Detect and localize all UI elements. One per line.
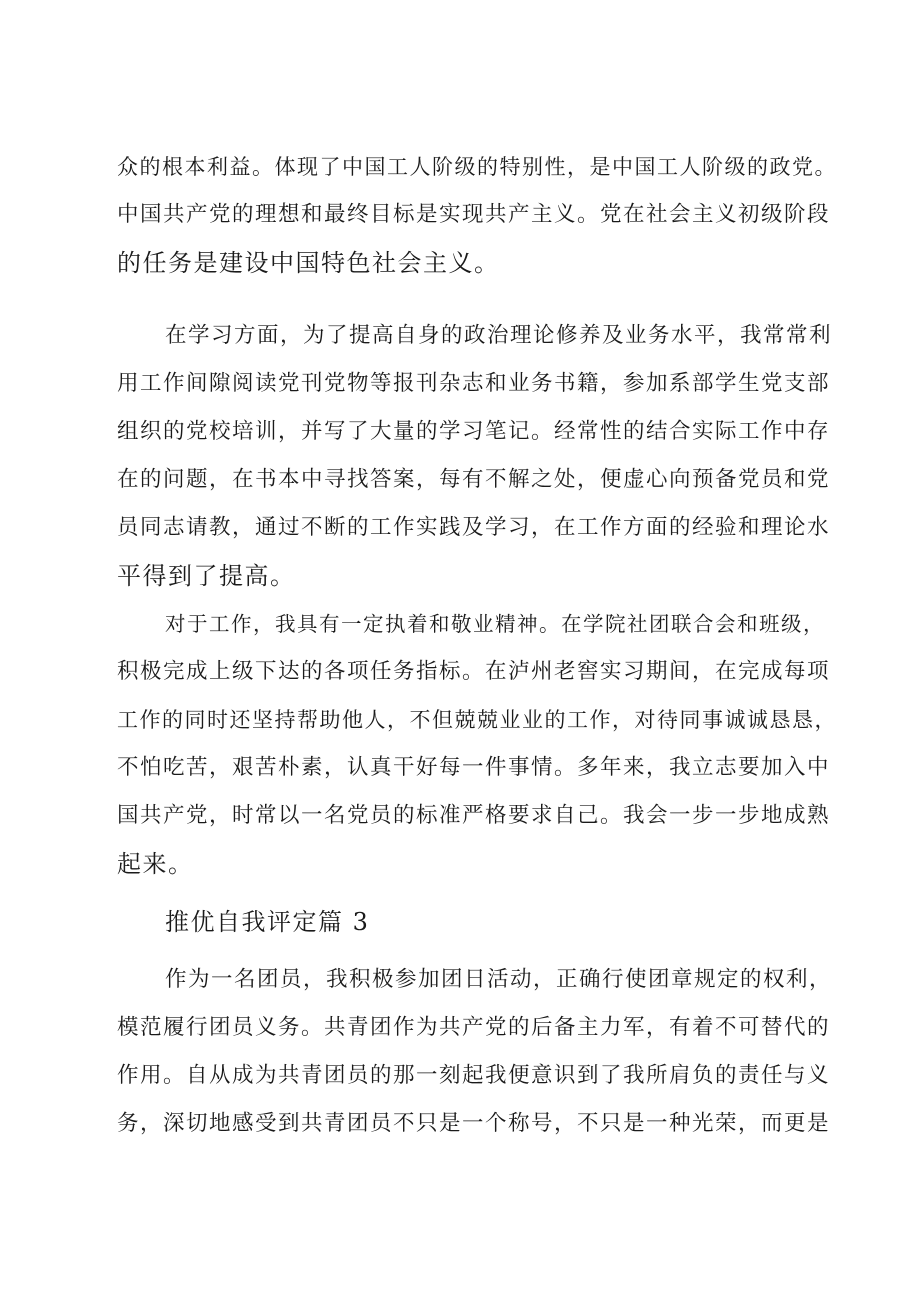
text-line: 起来。: [117, 850, 194, 878]
text-line: 用工作间隙阅读党刊党物等报刊杂志和业务书籍，参加系部学生党支部: [117, 371, 831, 396]
text-line: 对于工作，我具有一定执着和敬业精神。在学院社团联合会和班级，: [165, 612, 825, 636]
text-line: 中国共产党的理想和最终目标是实现共产主义。党在社会主义初级阶段: [117, 202, 831, 227]
text-line: 不怕吃苦，艰苦朴素，认真干好每一件事情。多年来，我立志要加入中: [117, 755, 831, 780]
text-line: 积极完成上级下达的各项任务指标。在泸州老窖实习期间，在完成每项: [117, 659, 831, 684]
text-line: 组织的党校培训，并写了大量的学习笔记。经常性的结合实际工作中存: [117, 419, 831, 444]
section-heading: 推优自我评定篇 3: [165, 908, 370, 936]
text-line: 作用。自从成为共青团员的那一刻起我便意识到了我所肩负的责任与义: [117, 1063, 831, 1088]
text-line: 员同志请教，通过不断的工作实践及学习，在工作方面的经验和理论水: [117, 515, 831, 540]
text-line: 在的问题，在书本中寻找答案，每有不解之处，便虚心向预备党员和党: [117, 467, 831, 492]
text-line: 模范履行团员义务。共青团作为共产党的后备主力军，有着不可替代的: [117, 1015, 831, 1040]
text-line: 工作的同时还坚持帮助他人，不但兢兢业业的工作，对待同事诚诚恳恳，: [117, 708, 837, 732]
text-line: 国共产党，时常以一名党员的标准严格要求自己。我会一步一步地成熟: [117, 803, 831, 828]
text-line: 平得到了提高。: [117, 562, 296, 590]
text-line: 的任务是建设中国特色社会主义。: [117, 249, 500, 277]
text-line: 众的根本利益。体现了中国工人阶级的特别性，是中国工人阶级的政党。: [117, 155, 837, 179]
text-line: 作为一名团员，我积极参加团日活动，正确行使团章规定的权利，: [165, 967, 833, 992]
text-line: 在学习方面，为了提高自身的政治理论修养及业务水平，我常常利: [165, 323, 833, 348]
text-line: 务，深切地感受到共青团员不只是一个称号，不只是一种光荣，而更是: [117, 1111, 831, 1136]
